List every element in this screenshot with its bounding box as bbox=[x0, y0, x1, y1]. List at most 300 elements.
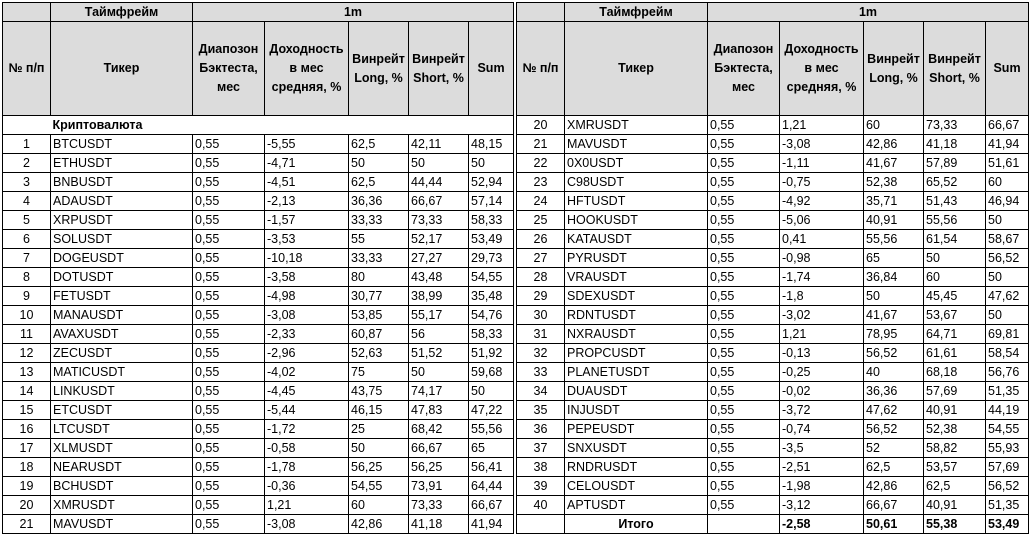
row-win-short: 66,67 bbox=[409, 439, 469, 458]
row-num: 15 bbox=[3, 401, 51, 420]
row-yield: -5,06 bbox=[780, 211, 864, 230]
row-win-short: 47,83 bbox=[409, 401, 469, 420]
row-yield: -5,44 bbox=[265, 401, 349, 420]
row-sum: 41,94 bbox=[469, 515, 514, 534]
row-win-short: 45,45 bbox=[924, 287, 986, 306]
row-range: 0,55 bbox=[193, 192, 265, 211]
table-row bbox=[3, 192, 514, 211]
row-yield: -1,74 bbox=[780, 268, 864, 287]
row-num: 20 bbox=[3, 496, 51, 515]
row-win-long: 52,63 bbox=[349, 344, 409, 363]
row-win-long: 36,36 bbox=[349, 192, 409, 211]
row-yield: -3,02 bbox=[780, 306, 864, 325]
row-ticker: LTCUSDT bbox=[51, 420, 193, 439]
table-row bbox=[517, 306, 1029, 325]
row-win-long: 40,91 bbox=[864, 211, 924, 230]
row-win-long: 65 bbox=[864, 249, 924, 268]
row-win-short: 57,89 bbox=[924, 154, 986, 173]
total-blank-num bbox=[517, 515, 565, 534]
row-num: 21 bbox=[517, 135, 565, 154]
row-range: 0,55 bbox=[193, 306, 265, 325]
row-win-long: 75 bbox=[349, 363, 409, 382]
table-row bbox=[517, 420, 1029, 439]
row-win-short: 55,17 bbox=[409, 306, 469, 325]
row-sum: 56,41 bbox=[469, 458, 514, 477]
row-yield: -0,74 bbox=[780, 420, 864, 439]
row-sum: 60 bbox=[986, 173, 1029, 192]
row-win-long: 62,5 bbox=[349, 135, 409, 154]
table-row bbox=[517, 268, 1029, 287]
row-yield: -0,58 bbox=[265, 439, 349, 458]
row-sum: 51,35 bbox=[986, 496, 1029, 515]
table-row bbox=[3, 344, 514, 363]
row-num: 40 bbox=[517, 496, 565, 515]
row-sum: 54,76 bbox=[469, 306, 514, 325]
row-win-short: 60 bbox=[924, 268, 986, 287]
row-ticker: PROPCUSDT bbox=[565, 344, 708, 363]
table-row bbox=[517, 211, 1029, 230]
table-row bbox=[3, 325, 514, 344]
header-win-long: Винрейт Long, % bbox=[349, 22, 409, 116]
header-range: Диапозон Бэктеста, мес bbox=[708, 22, 780, 116]
row-win-short: 55,56 bbox=[924, 211, 986, 230]
category-blank bbox=[3, 116, 51, 135]
row-ticker: SOLUSDT bbox=[51, 230, 193, 249]
row-ticker: INJUSDT bbox=[565, 401, 708, 420]
row-ticker: 0X0USDT bbox=[565, 154, 708, 173]
row-win-short: 56,25 bbox=[409, 458, 469, 477]
table-row bbox=[3, 515, 514, 534]
row-range: 0,55 bbox=[708, 135, 780, 154]
row-yield: -1,11 bbox=[780, 154, 864, 173]
row-range: 0,55 bbox=[708, 116, 780, 135]
row-win-short: 38,99 bbox=[409, 287, 469, 306]
row-num: 8 bbox=[3, 268, 51, 287]
row-sum: 59,68 bbox=[469, 363, 514, 382]
row-num: 38 bbox=[517, 458, 565, 477]
row-win-short: 40,91 bbox=[924, 401, 986, 420]
row-win-long: 56,52 bbox=[864, 344, 924, 363]
row-range: 0,55 bbox=[193, 249, 265, 268]
row-sum: 58,33 bbox=[469, 211, 514, 230]
row-range: 0,55 bbox=[193, 344, 265, 363]
row-sum: 65 bbox=[469, 439, 514, 458]
row-ticker: SNXUSDT bbox=[565, 439, 708, 458]
row-range: 0,55 bbox=[708, 287, 780, 306]
row-win-short: 68,42 bbox=[409, 420, 469, 439]
row-win-short: 73,33 bbox=[409, 496, 469, 515]
row-sum: 58,54 bbox=[986, 344, 1029, 363]
row-yield: -0,75 bbox=[780, 173, 864, 192]
row-win-long: 60 bbox=[864, 116, 924, 135]
category-row bbox=[3, 116, 514, 135]
row-sum: 66,67 bbox=[469, 496, 514, 515]
row-ticker: VRAUSDT bbox=[565, 268, 708, 287]
row-yield: 1,21 bbox=[780, 325, 864, 344]
row-ticker: MAVUSDT bbox=[565, 135, 708, 154]
row-win-long: 47,62 bbox=[864, 401, 924, 420]
table-row bbox=[3, 230, 514, 249]
table-row bbox=[3, 211, 514, 230]
row-yield: -2,13 bbox=[265, 192, 349, 211]
header-ticker: Тикер bbox=[51, 22, 193, 116]
row-ticker: ADAUSDT bbox=[51, 192, 193, 211]
row-range: 0,55 bbox=[708, 306, 780, 325]
row-yield: 1,21 bbox=[780, 116, 864, 135]
row-sum: 50 bbox=[986, 211, 1029, 230]
total-row bbox=[517, 515, 1029, 534]
row-num: 30 bbox=[517, 306, 565, 325]
row-win-short: 73,91 bbox=[409, 477, 469, 496]
table-row bbox=[3, 439, 514, 458]
row-win-short: 61,54 bbox=[924, 230, 986, 249]
row-num: 33 bbox=[517, 363, 565, 382]
header-timeframe-label: Таймфрейм bbox=[51, 3, 193, 22]
row-num: 1 bbox=[3, 135, 51, 154]
row-num: 35 bbox=[517, 401, 565, 420]
row-win-long: 35,71 bbox=[864, 192, 924, 211]
table-row bbox=[517, 382, 1029, 401]
row-range: 0,55 bbox=[193, 268, 265, 287]
header-timeframe-value: 1m bbox=[708, 3, 1029, 22]
row-yield: -4,92 bbox=[780, 192, 864, 211]
row-win-short: 65,52 bbox=[924, 173, 986, 192]
table-row bbox=[3, 420, 514, 439]
row-num: 28 bbox=[517, 268, 565, 287]
header-num: № п/п bbox=[3, 22, 51, 116]
header-sum: Sum bbox=[986, 22, 1029, 116]
row-win-short: 73,33 bbox=[924, 116, 986, 135]
row-ticker: MATICUSDT bbox=[51, 363, 193, 382]
row-yield: -2,96 bbox=[265, 344, 349, 363]
row-num: 2 bbox=[3, 154, 51, 173]
row-range: 0,55 bbox=[708, 211, 780, 230]
row-win-short: 40,91 bbox=[924, 496, 986, 515]
row-ticker: FETUSDT bbox=[51, 287, 193, 306]
table-row bbox=[3, 154, 514, 173]
row-range: 0,55 bbox=[193, 477, 265, 496]
row-range: 0,55 bbox=[708, 420, 780, 439]
row-range: 0,55 bbox=[193, 325, 265, 344]
row-sum: 55,56 bbox=[469, 420, 514, 439]
table-row bbox=[517, 173, 1029, 192]
row-sum: 47,22 bbox=[469, 401, 514, 420]
row-win-short: 41,18 bbox=[924, 135, 986, 154]
total-win-short: 55,38 bbox=[924, 515, 986, 534]
row-win-short: 57,69 bbox=[924, 382, 986, 401]
header-timeframe-label: Таймфрейм bbox=[565, 3, 708, 22]
row-yield: -4,02 bbox=[265, 363, 349, 382]
row-sum: 29,73 bbox=[469, 249, 514, 268]
table-row bbox=[517, 230, 1029, 249]
header-win-long: Винрейт Long, % bbox=[864, 22, 924, 116]
row-num: 11 bbox=[3, 325, 51, 344]
row-win-short: 52,17 bbox=[409, 230, 469, 249]
category-label: Криптовалюта bbox=[51, 116, 514, 135]
row-win-long: 43,75 bbox=[349, 382, 409, 401]
row-sum: 48,15 bbox=[469, 135, 514, 154]
row-num: 31 bbox=[517, 325, 565, 344]
row-ticker: DUAUSDT bbox=[565, 382, 708, 401]
row-sum: 46,94 bbox=[986, 192, 1029, 211]
row-sum: 51,35 bbox=[986, 382, 1029, 401]
row-yield: -3,5 bbox=[780, 439, 864, 458]
table-row bbox=[517, 249, 1029, 268]
row-num: 36 bbox=[517, 420, 565, 439]
header-yield: Доходность в мес средняя, % bbox=[265, 22, 349, 116]
table-row bbox=[3, 477, 514, 496]
row-yield: -1,8 bbox=[780, 287, 864, 306]
row-ticker: BTCUSDT bbox=[51, 135, 193, 154]
row-win-long: 42,86 bbox=[864, 135, 924, 154]
row-ticker: XLMUSDT bbox=[51, 439, 193, 458]
row-win-short: 61,61 bbox=[924, 344, 986, 363]
row-yield: -2,33 bbox=[265, 325, 349, 344]
row-win-long: 42,86 bbox=[349, 515, 409, 534]
row-range: 0,55 bbox=[193, 135, 265, 154]
row-range: 0,55 bbox=[708, 154, 780, 173]
table-row bbox=[517, 439, 1029, 458]
row-win-long: 50 bbox=[349, 439, 409, 458]
row-win-long: 55 bbox=[349, 230, 409, 249]
table-row bbox=[3, 268, 514, 287]
row-sum: 52,94 bbox=[469, 173, 514, 192]
row-range: 0,55 bbox=[193, 496, 265, 515]
row-win-long: 42,86 bbox=[864, 477, 924, 496]
row-win-long: 62,5 bbox=[349, 173, 409, 192]
row-win-short: 50 bbox=[924, 249, 986, 268]
row-ticker: BCHUSDT bbox=[51, 477, 193, 496]
header-blank-cell bbox=[517, 3, 565, 22]
total-yield: -2,58 bbox=[780, 515, 864, 534]
row-ticker: APTUSDT bbox=[565, 496, 708, 515]
row-sum: 44,19 bbox=[986, 401, 1029, 420]
row-range: 0,55 bbox=[193, 363, 265, 382]
row-yield: -3,12 bbox=[780, 496, 864, 515]
table-row bbox=[3, 173, 514, 192]
table-row bbox=[3, 363, 514, 382]
row-sum: 57,14 bbox=[469, 192, 514, 211]
row-win-short: 51,43 bbox=[924, 192, 986, 211]
row-num: 29 bbox=[517, 287, 565, 306]
row-yield: -1,72 bbox=[265, 420, 349, 439]
row-range: 0,55 bbox=[193, 420, 265, 439]
row-range: 0,55 bbox=[193, 382, 265, 401]
row-sum: 50 bbox=[986, 306, 1029, 325]
row-win-short: 56 bbox=[409, 325, 469, 344]
row-num: 13 bbox=[3, 363, 51, 382]
row-num: 7 bbox=[3, 249, 51, 268]
row-num: 19 bbox=[3, 477, 51, 496]
row-ticker: DOTUSDT bbox=[51, 268, 193, 287]
header-win-short: Винрейт Short, % bbox=[924, 22, 986, 116]
total-sum: 53,49 bbox=[986, 515, 1029, 534]
row-range: 0,55 bbox=[708, 173, 780, 192]
row-win-long: 33,33 bbox=[349, 211, 409, 230]
row-num: 17 bbox=[3, 439, 51, 458]
row-yield: -3,08 bbox=[265, 515, 349, 534]
table-row bbox=[517, 458, 1029, 477]
row-win-long: 36,84 bbox=[864, 268, 924, 287]
header-range: Диапозон Бэктеста, мес bbox=[193, 22, 265, 116]
row-win-long: 50 bbox=[349, 154, 409, 173]
row-win-short: 62,5 bbox=[924, 477, 986, 496]
row-ticker: PLANETUSDT bbox=[565, 363, 708, 382]
row-ticker: XMRUSDT bbox=[565, 116, 708, 135]
row-ticker: HFTUSDT bbox=[565, 192, 708, 211]
row-range: 0,55 bbox=[193, 211, 265, 230]
row-sum: 54,55 bbox=[986, 420, 1029, 439]
row-num: 27 bbox=[517, 249, 565, 268]
row-yield: -3,08 bbox=[780, 135, 864, 154]
row-win-short: 64,71 bbox=[924, 325, 986, 344]
row-win-short: 51,52 bbox=[409, 344, 469, 363]
row-yield: -3,53 bbox=[265, 230, 349, 249]
row-sum: 50 bbox=[986, 268, 1029, 287]
row-win-long: 52,38 bbox=[864, 173, 924, 192]
row-num: 10 bbox=[3, 306, 51, 325]
row-yield: -0,02 bbox=[780, 382, 864, 401]
row-num: 23 bbox=[517, 173, 565, 192]
row-range: 0,55 bbox=[708, 382, 780, 401]
row-range: 0,55 bbox=[708, 363, 780, 382]
table-row bbox=[517, 192, 1029, 211]
row-yield: 1,21 bbox=[265, 496, 349, 515]
row-range: 0,55 bbox=[708, 344, 780, 363]
row-sum: 58,33 bbox=[469, 325, 514, 344]
table-row bbox=[517, 287, 1029, 306]
row-yield: -0,36 bbox=[265, 477, 349, 496]
table-row bbox=[3, 458, 514, 477]
header-sum: Sum bbox=[469, 22, 514, 116]
table-row bbox=[3, 306, 514, 325]
row-num: 14 bbox=[3, 382, 51, 401]
row-sum: 56,52 bbox=[986, 249, 1029, 268]
row-win-long: 41,67 bbox=[864, 306, 924, 325]
row-win-short: 41,18 bbox=[409, 515, 469, 534]
row-num: 34 bbox=[517, 382, 565, 401]
header-timeframe-value: 1m bbox=[193, 3, 514, 22]
row-range: 0,55 bbox=[193, 230, 265, 249]
row-num: 4 bbox=[3, 192, 51, 211]
row-yield: -1,98 bbox=[780, 477, 864, 496]
row-sum: 69,81 bbox=[986, 325, 1029, 344]
row-win-long: 41,67 bbox=[864, 154, 924, 173]
row-num: 12 bbox=[3, 344, 51, 363]
total-blank-range bbox=[708, 515, 780, 534]
row-range: 0,55 bbox=[708, 439, 780, 458]
row-yield: 0,41 bbox=[780, 230, 864, 249]
row-yield: -3,08 bbox=[265, 306, 349, 325]
row-ticker: SDEXUSDT bbox=[565, 287, 708, 306]
row-win-long: 80 bbox=[349, 268, 409, 287]
row-range: 0,55 bbox=[708, 192, 780, 211]
row-yield: -1,78 bbox=[265, 458, 349, 477]
table-row bbox=[517, 154, 1029, 173]
table-row bbox=[3, 401, 514, 420]
row-win-long: 66,67 bbox=[864, 496, 924, 515]
row-win-long: 33,33 bbox=[349, 249, 409, 268]
row-yield: -4,98 bbox=[265, 287, 349, 306]
row-sum: 55,93 bbox=[986, 439, 1029, 458]
right-results-table bbox=[516, 2, 1029, 534]
row-ticker: KATAUSDT bbox=[565, 230, 708, 249]
row-ticker: C98USDT bbox=[565, 173, 708, 192]
row-yield: -1,57 bbox=[265, 211, 349, 230]
row-sum: 56,76 bbox=[986, 363, 1029, 382]
row-sum: 66,67 bbox=[986, 116, 1029, 135]
row-range: 0,55 bbox=[708, 477, 780, 496]
row-win-short: 44,44 bbox=[409, 173, 469, 192]
table-row bbox=[517, 363, 1029, 382]
row-win-short: 73,33 bbox=[409, 211, 469, 230]
row-ticker: RDNTUSDT bbox=[565, 306, 708, 325]
table-row bbox=[517, 496, 1029, 515]
row-sum: 57,69 bbox=[986, 458, 1029, 477]
row-ticker: DOGEUSDT bbox=[51, 249, 193, 268]
row-yield: -3,72 bbox=[780, 401, 864, 420]
row-yield: -2,51 bbox=[780, 458, 864, 477]
row-sum: 50 bbox=[469, 382, 514, 401]
row-ticker: AVAXUSDT bbox=[51, 325, 193, 344]
row-ticker: MANAUSDT bbox=[51, 306, 193, 325]
header-win-short: Винрейт Short, % bbox=[409, 22, 469, 116]
row-num: 22 bbox=[517, 154, 565, 173]
row-win-short: 53,57 bbox=[924, 458, 986, 477]
total-win-long: 50,61 bbox=[864, 515, 924, 534]
row-num: 26 bbox=[517, 230, 565, 249]
row-win-long: 60,87 bbox=[349, 325, 409, 344]
row-ticker: ETHUSDT bbox=[51, 154, 193, 173]
row-num: 3 bbox=[3, 173, 51, 192]
row-num: 21 bbox=[3, 515, 51, 534]
row-ticker: NXRAUSDT bbox=[565, 325, 708, 344]
row-range: 0,55 bbox=[708, 458, 780, 477]
row-win-short: 52,38 bbox=[924, 420, 986, 439]
row-yield: -4,51 bbox=[265, 173, 349, 192]
row-sum: 58,67 bbox=[986, 230, 1029, 249]
row-yield: -0,98 bbox=[780, 249, 864, 268]
row-win-long: 52 bbox=[864, 439, 924, 458]
row-win-short: 58,82 bbox=[924, 439, 986, 458]
row-range: 0,55 bbox=[708, 325, 780, 344]
row-num: 16 bbox=[3, 420, 51, 439]
row-win-long: 46,15 bbox=[349, 401, 409, 420]
table-row bbox=[3, 135, 514, 154]
row-range: 0,55 bbox=[193, 287, 265, 306]
table-row bbox=[3, 496, 514, 515]
row-win-long: 55,56 bbox=[864, 230, 924, 249]
row-num: 5 bbox=[3, 211, 51, 230]
row-sum: 47,62 bbox=[986, 287, 1029, 306]
row-range: 0,55 bbox=[193, 515, 265, 534]
row-win-long: 25 bbox=[349, 420, 409, 439]
row-win-long: 56,25 bbox=[349, 458, 409, 477]
row-range: 0,55 bbox=[193, 439, 265, 458]
table-row bbox=[3, 249, 514, 268]
row-ticker: ZECUSDT bbox=[51, 344, 193, 363]
row-yield: -0,25 bbox=[780, 363, 864, 382]
row-win-long: 60 bbox=[349, 496, 409, 515]
row-win-long: 40 bbox=[864, 363, 924, 382]
header-yield: Доходность в мес средняя, % bbox=[780, 22, 864, 116]
row-num: 24 bbox=[517, 192, 565, 211]
row-sum: 41,94 bbox=[986, 135, 1029, 154]
row-win-long: 56,52 bbox=[864, 420, 924, 439]
row-win-long: 30,77 bbox=[349, 287, 409, 306]
table-row bbox=[517, 344, 1029, 363]
row-win-long: 62,5 bbox=[864, 458, 924, 477]
